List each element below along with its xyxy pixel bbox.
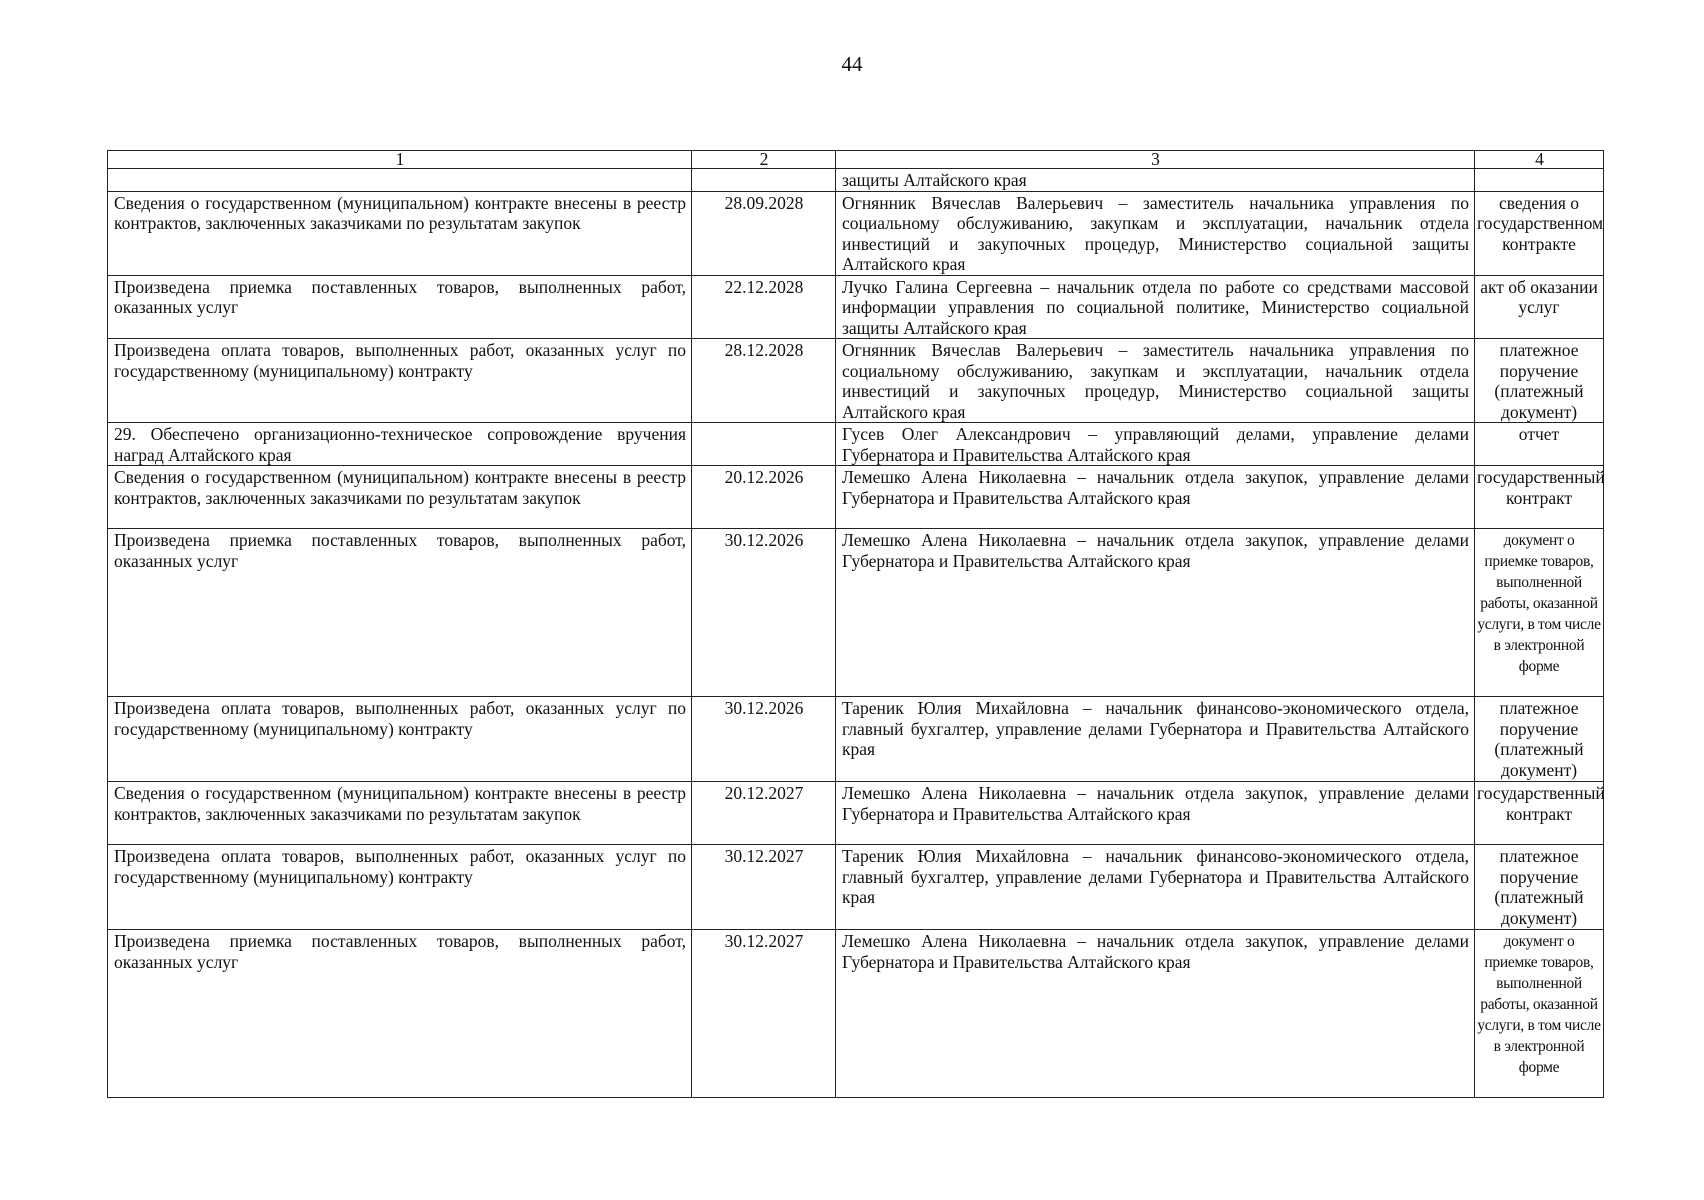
responsible-cell: Лемешко Алена Николаевна – начальник отдела закупок, управление делами Губернатора и Правительства Алтайского края <box>836 466 1475 529</box>
date-cell: 20.12.2027 <box>692 782 836 845</box>
event-cell: Сведения о государственном (муниципальном) контракте внесены в реестр контрактов, заключенных заказчиками по результатам закупок <box>108 191 692 275</box>
event-cell: Произведена оплата товаров, выполненных работ, оказанных услуг по государственному (муниципальному) контракту <box>108 697 692 782</box>
table-row <box>108 339 1604 423</box>
document-cell: государственный контракт <box>1475 466 1604 529</box>
date-cell: 30.12.2027 <box>692 930 836 1098</box>
table-row <box>108 529 1604 697</box>
responsible-cell: Гусев Олег Александрович – управляющий делами, управление делами Губернатора и Правительства Алтайского края <box>836 423 1475 466</box>
table-row <box>108 423 1604 466</box>
responsible-cell: Лемешко Алена Николаевна – начальник отдела закупок, управление делами Губернатора и Правительства Алтайского края <box>836 529 1475 697</box>
event-cell: 29. Обеспечено организационно-техническое сопровождение вручения наград Алтайского края <box>108 423 692 466</box>
table-row <box>108 191 1604 275</box>
event-cell: Сведения о государственном (муниципальном) контракте внесены в реестр контрактов, заключенных заказчиками по результатам закупок <box>108 782 692 845</box>
document-cell: документ о приемке товаров, выполненной работы, оказанной услуги, в том числе в электронной форме <box>1475 529 1604 697</box>
event-cell: Произведена приемка поставленных товаров, выполненных работ, оказанных услуг <box>108 275 692 339</box>
table-row <box>108 697 1604 782</box>
table-row <box>108 845 1604 930</box>
responsible-cell: Лемешко Алена Николаевна – начальник отдела закупок, управление делами Губернатора и Правительства Алтайского края <box>836 930 1475 1098</box>
responsible-cell: защиты Алтайского края <box>836 169 1475 192</box>
document-cell: платежное поручение (платежный документ) <box>1475 845 1604 930</box>
table-row <box>108 466 1604 529</box>
date-cell <box>692 423 836 466</box>
document-cell <box>1475 169 1604 192</box>
date-cell: 30.12.2026 <box>692 529 836 697</box>
date-cell: 22.12.2028 <box>692 275 836 339</box>
document-cell: платежное поручение (платежный документ) <box>1475 339 1604 423</box>
document-cell: платежное поручение (платежный документ) <box>1475 697 1604 782</box>
document-cell: сведения о государственном контракте <box>1475 191 1604 275</box>
table-row <box>108 782 1604 845</box>
responsible-cell: Огнянник Вячеслав Валерьевич – заместитель начальника управления по социальному обслуживанию, закупкам и эксплуатации, начальник отдела инвестиций и закупочных процедур, Министерство социальной защиты Алтайского края <box>836 191 1475 275</box>
column-number-4: 4 <box>1475 151 1604 169</box>
table-row <box>108 275 1604 339</box>
document-cell: акт об оказании услуг <box>1475 275 1604 339</box>
table-row <box>108 930 1604 1098</box>
document-cell: государственный контракт <box>1475 782 1604 845</box>
column-number-2: 2 <box>692 151 836 169</box>
date-cell <box>692 169 836 192</box>
date-cell: 30.12.2026 <box>692 697 836 782</box>
table-row <box>108 169 1604 192</box>
document-cell: отчет <box>1475 423 1604 466</box>
column-number-row <box>108 151 1604 169</box>
column-number-1: 1 <box>108 151 692 169</box>
responsible-cell: Огнянник Вячеслав Валерьевич – заместитель начальника управления по социальному обслуживанию, закупкам и эксплуатации, начальник отдела инвестиций и закупочных процедур, Министерство социальной защиты Алтайского края <box>836 339 1475 423</box>
responsible-cell: Лучко Галина Сергеевна – начальник отдела по работе со средствами массовой информации управления по социальной политике, Министерство социальной защиты Алтайского края <box>836 275 1475 339</box>
date-cell: 28.09.2028 <box>692 191 836 275</box>
column-number-3: 3 <box>836 151 1475 169</box>
event-cell: Сведения о государственном (муниципальном) контракте внесены в реестр контрактов, заключенных заказчиками по результатам закупок <box>108 466 692 529</box>
activity-table <box>107 150 1604 1098</box>
responsible-cell: Лемешко Алена Николаевна – начальник отдела закупок, управление делами Губернатора и Правительства Алтайского края <box>836 782 1475 845</box>
date-cell: 20.12.2026 <box>692 466 836 529</box>
event-cell: Произведена оплата товаров, выполненных работ, оказанных услуг по государственному (муниципальному) контракту <box>108 339 692 423</box>
responsible-cell: Тареник Юлия Михайловна – начальник финансово-экономического отдела, главный бухгалтер, управление делами Губернатора и Правительства Алтайского края <box>836 845 1475 930</box>
event-cell: Произведена приемка поставленных товаров, выполненных работ, оказанных услуг <box>108 529 692 697</box>
event-cell <box>108 169 692 192</box>
document-cell: документ о приемке товаров, выполненной работы, оказанной услуги, в том числе в электронной форме <box>1475 930 1604 1098</box>
date-cell: 30.12.2027 <box>692 845 836 930</box>
page-number: 44 <box>841 52 863 76</box>
event-cell: Произведена приемка поставленных товаров, выполненных работ, оказанных услуг <box>108 930 692 1098</box>
responsible-cell: Тареник Юлия Михайловна – начальник финансово-экономического отдела, главный бухгалтер, управление делами Губернатора и Правительства Алтайского края <box>836 697 1475 782</box>
event-cell: Произведена оплата товаров, выполненных работ, оказанных услуг по государственному (муниципальному) контракту <box>108 845 692 930</box>
date-cell: 28.12.2028 <box>692 339 836 423</box>
